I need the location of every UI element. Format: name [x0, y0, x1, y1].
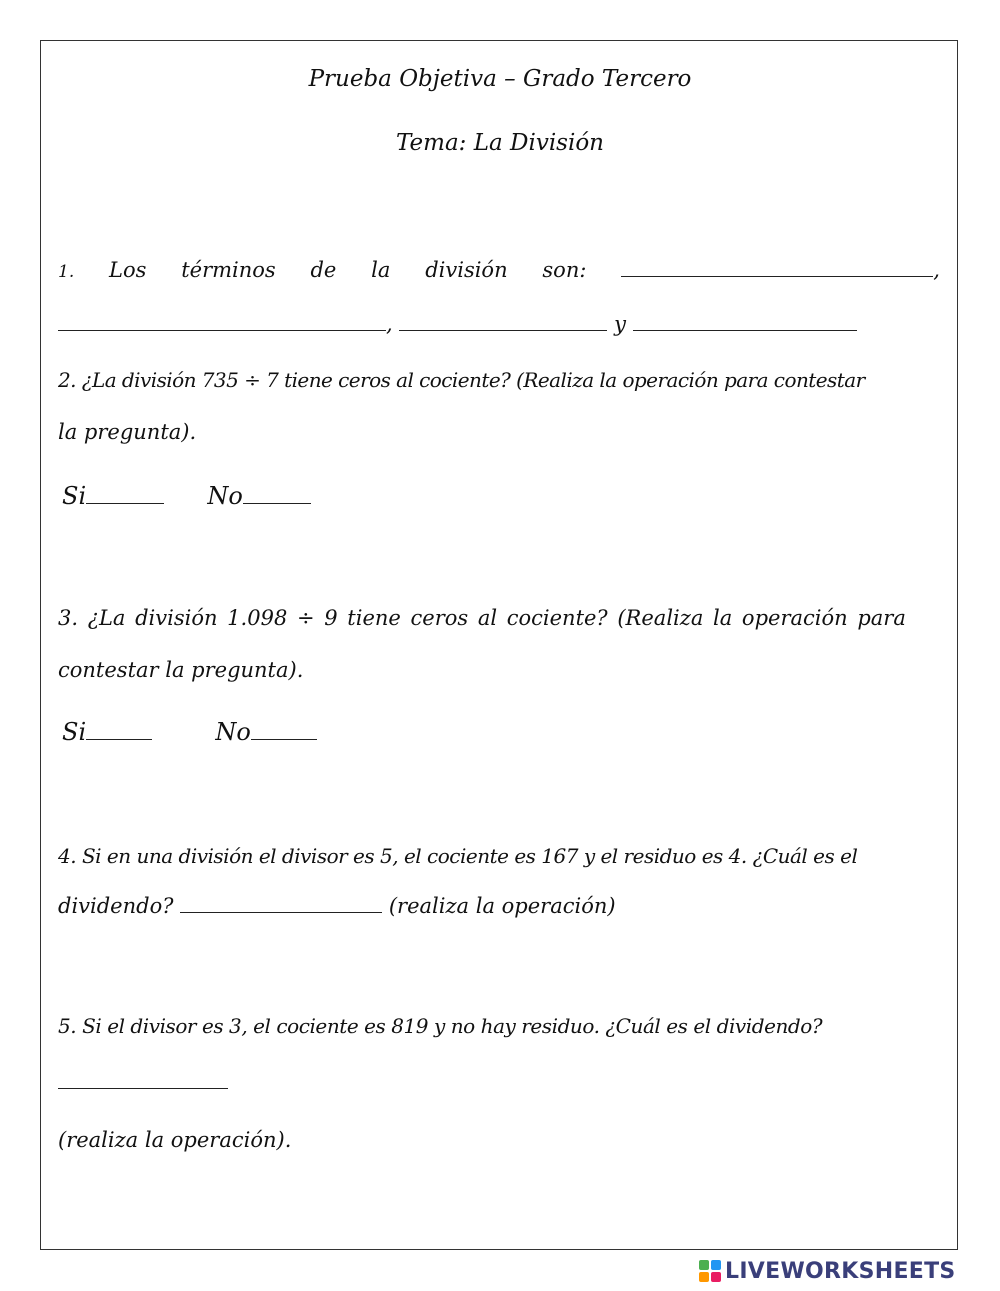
question-1-word: la: [371, 258, 391, 282]
question-3-text: [58, 608, 940, 629]
answer-blank-q2-si[interactable]: [86, 485, 164, 504]
question-5-instruction: (realiza la operación).: [58, 1128, 292, 1152]
answer-blank-q3-no[interactable]: [251, 721, 317, 740]
logo-squares-icon: [699, 1260, 721, 1282]
question-3-options: [62, 720, 317, 744]
question-4-text: 4. Si en una división el divisor es 5, el cociente es 167 y el residuo es 4. ¿Cuál es el: [58, 844, 858, 868]
worksheet-topic: Tema: La División: [395, 130, 604, 156]
question-1-number: 1.: [58, 262, 75, 282]
logo-text: LIVEWORKSHEETS: [725, 1258, 956, 1284]
question-3-text-cont: contestar la pregunta).: [58, 658, 304, 682]
option-no-label: No: [215, 718, 251, 746]
logo-square: [699, 1272, 709, 1282]
worksheet-frame: [40, 40, 958, 1250]
answer-blank-q4[interactable]: [180, 894, 382, 913]
worksheet-title: Prueba Objetiva – Grado Tercero: [308, 66, 692, 92]
option-si-label: Si: [62, 718, 87, 746]
question-2-options: [62, 484, 311, 508]
question-1-word: términos: [181, 258, 276, 282]
comma: ,: [933, 258, 940, 282]
logo-square: [711, 1272, 721, 1282]
option-si-label: Si: [62, 482, 87, 510]
question-1-line-1: [58, 258, 940, 281]
answer-blank-term-3[interactable]: [399, 312, 607, 331]
option-no-label: No: [207, 482, 243, 510]
question-4-dividendo-label: dividendo?: [58, 894, 174, 918]
question-1-word: división: [425, 258, 508, 282]
question-1-word: de: [310, 258, 337, 282]
question-4-text-cont: [58, 894, 616, 917]
question-4-instruction: (realiza la operación): [388, 894, 616, 918]
answer-blank-q5[interactable]: [58, 1070, 228, 1089]
comma: ,: [386, 312, 393, 336]
answer-blank-term-1[interactable]: [621, 258, 933, 277]
question-5-blank-line: [58, 1070, 228, 1093]
logo-square: [699, 1260, 709, 1270]
question-5-text: 5. Si el divisor es 3, el cociente es 819 y no hay residuo. ¿Cuál es el dividendo?: [58, 1014, 823, 1038]
answer-blank-q3-si[interactable]: [86, 721, 152, 740]
question-2-text: 2. ¿La división 735 ÷ 7 tiene ceros al cociente? (Realiza la operación para contestar: [58, 368, 865, 392]
answer-blank-term-2[interactable]: [58, 312, 386, 331]
answer-blank-term-4[interactable]: [633, 312, 857, 331]
answer-blank-q2-no[interactable]: [243, 485, 311, 504]
conjunction-y: y: [614, 312, 626, 336]
question-1-line-2: [58, 312, 857, 335]
liveworksheets-logo: [699, 1258, 956, 1284]
logo-square: [711, 1260, 721, 1270]
question-1-word: Los: [109, 258, 147, 282]
question-1-blank-group: [621, 258, 940, 281]
question-1-word: son:: [542, 258, 587, 282]
question-3-text-line: 3. ¿La división 1.098 ÷ 9 tiene ceros al cociente? (Realiza la operación para: [58, 606, 906, 630]
question-2-text-cont: la pregunta).: [58, 420, 197, 444]
